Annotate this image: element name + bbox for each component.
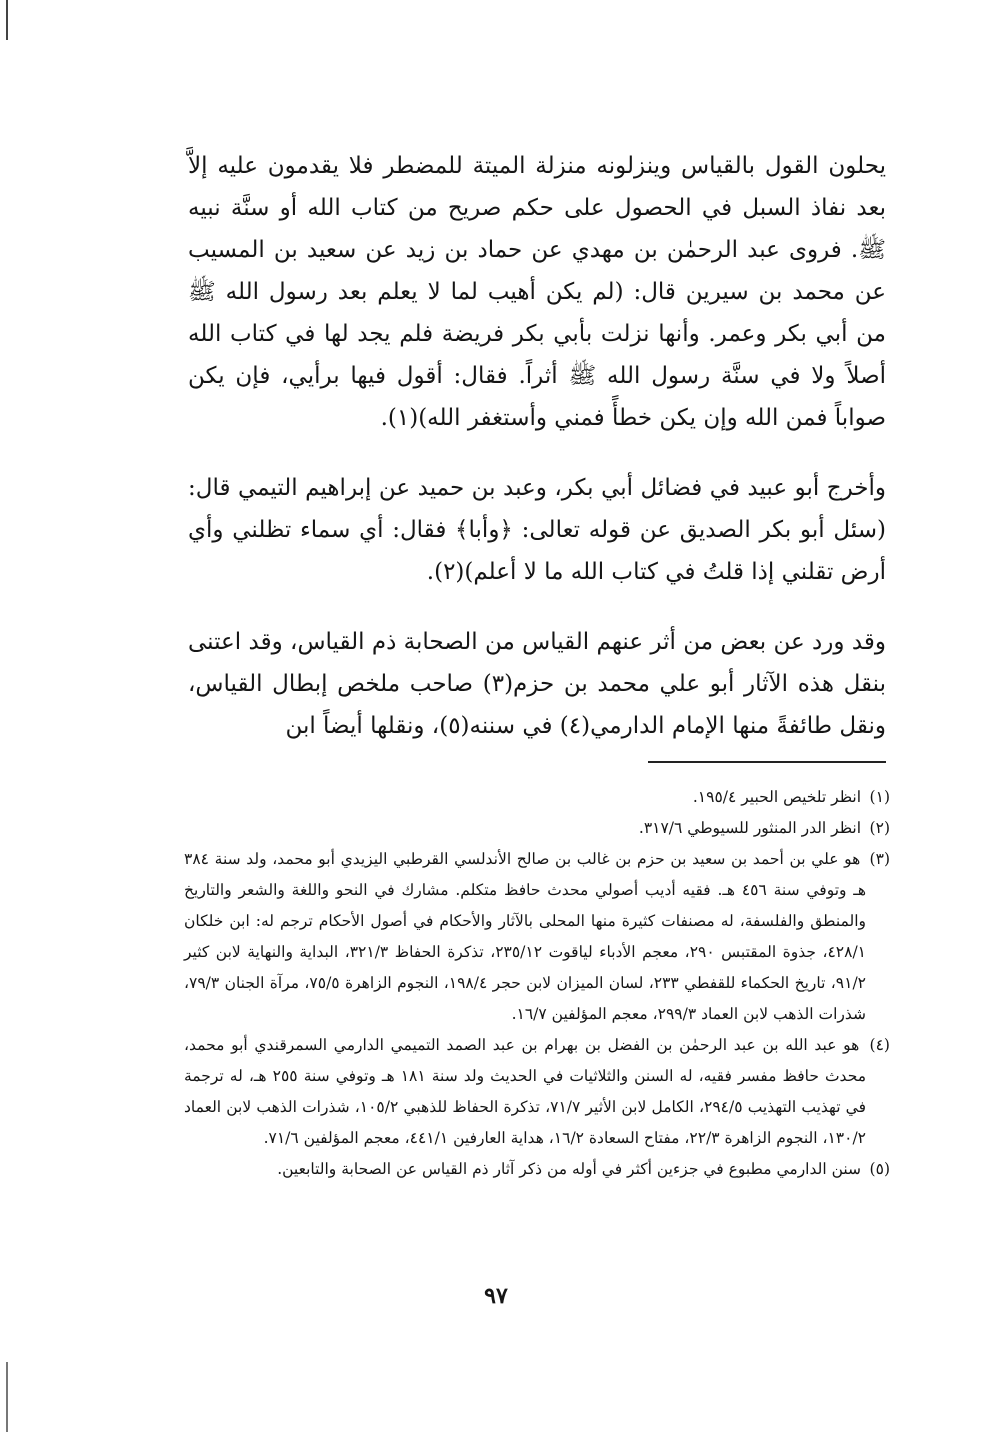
paragraph: وأخرج أبو عبيد في فضائل أبي بكر، وعبد بن حميد عن إبراهيم التيمي قال: (سئل أبو بكر الصديق عن قوله تعالى: ﴿وأبا﴾ فقال: أي سماء تظلني وأي أرض تقلني إذا قلتُ في كتاب الله ما لا أعلم)(٢). — [188, 475, 886, 585]
footnote-text: هو عبد الله بن عبد الرحمٰن بن الفضل بن بهرام بن عبد الصمد التميمي الدارمي السمرقندي أبو محمد، محدث حافظ مفسر فقيه، له السنن والثلاثيات في الحديث ولد سنة ١٨١ هـ وتوفي سنة ٢٥٥ هـ، له ترجمة في تهذيب التهذيب ٢٩٤/٥، الكامل لابن الأثير ٧١/٧، تذكرة الحفاظ للذهبي ١٠٥/٢، شذرات الذهب لابن العماد ١٣٠/٢، النجوم الزاهرة ٢٢/٣، مفتاح السعادة ١٦/٢، هداية العارفين ٤٤١/١، معجم المؤلفين ٧١/٦. — [184, 1036, 867, 1147]
footnote-number: (٥) — [869, 1160, 890, 1178]
scan-edge-line — [6, 0, 8, 40]
paragraph: يحلون القول بالقياس وينزلونه منزلة الميتة للمضطر فلا يقدمون عليه إلاَّ بعد نفاذ السبل في الحصول على حكم صريح من كتاب الله أو سنَّة نبيه ﷺ. فروى عبد الرحمٰن بن مهدي عن حماد بن زيد عن سعيد بن المسيب عن محمد بن سيرين قال: (لم يكن أهيب لما لا يعلم بعد رسول الله ﷺ من أبي بكر وعمر. وأنها نزلت بأبي بكر فريضة فلم يجد لها في كتاب الله أصلاً ولا في سنَّة رسول الله ﷺ أثراً. فقال: أقول فيها برأيي، فإن يكن صواباً فمن الله وإن يكن خطأً فمني وأستغفر الله)(١). — [188, 153, 886, 431]
footnote-number: (١) — [869, 788, 890, 806]
scan-edge-line — [6, 1362, 8, 1432]
footnote-number: (٣) — [869, 850, 890, 868]
footnote-separator — [648, 761, 886, 763]
footnote-text: سنن الدارمي مطبوع في جزءين أكثر في أوله من ذكر آثار ذم القياس عن الصحابة والتابعين. — [277, 1160, 862, 1178]
footnote — [184, 813, 890, 844]
footnote-text: هو علي بن أحمد بن سعيد بن حزم بن غالب بن صالح الأندلسي القرطبي اليزيدي أبو محمد، ولد سنة ٣٨٤ هـ وتوفي سنة ٤٥٦ هـ. فقيه أديب أصولي محدث حافظ متكلم. مشارك في النحو واللغة والشعر والتاريخ والمنطق والفلسفة، له مصنفات كثيرة منها المحلى بالآثار والأحكام في أصول الأحكام ترجم له: ابن خلكان ٤٢٨/١، جذوة المقتبس ٢٩٠، معجم الأدباء لياقوت ٢٣٥/١٢، تذكرة الحفاظ ٣٢١/٣، البداية والنهاية لابن كثير ٩١/٢، تاريخ الحكماء للقفطي ٢٣٣، لسان الميزان لابن حجر ١٩٨/٤، النجوم الزاهرة ٧٥/٥، مرآة الجنان ٧٩/٣، شذرات الذهب لابن العماد ٢٩٩/٣، معجم المؤلفين ١٦/٧. — [184, 850, 866, 1023]
footnote-text: انظر الدر المنثور للسيوطي ٣١٧/٦. — [638, 819, 862, 837]
footnote-text: انظر تلخيص الحبير ١٩٥/٤. — [692, 788, 862, 806]
footnote-number: (٢) — [869, 819, 890, 837]
footnote-number: (٤) — [869, 1036, 890, 1054]
page-number: ٩٧ — [484, 1283, 508, 1309]
paragraph: وقد ورد عن بعض من أثر عنهم القياس من الصحابة ذم القياس، وقد اعتنى بنقل هذه الآثار أبو علي محمد بن حزم(٣) صاحب ملخص إبطال القياس، ونقل طائفةً منها الإمام الدارمي(٤) في سننه(٥)، ونقلها أيضاً ابن — [188, 629, 886, 739]
footnote — [184, 782, 890, 813]
main-text — [188, 145, 886, 747]
footnote — [184, 844, 890, 1030]
footnote — [184, 1154, 890, 1185]
footnotes — [184, 782, 890, 1185]
footnote — [184, 1030, 890, 1154]
